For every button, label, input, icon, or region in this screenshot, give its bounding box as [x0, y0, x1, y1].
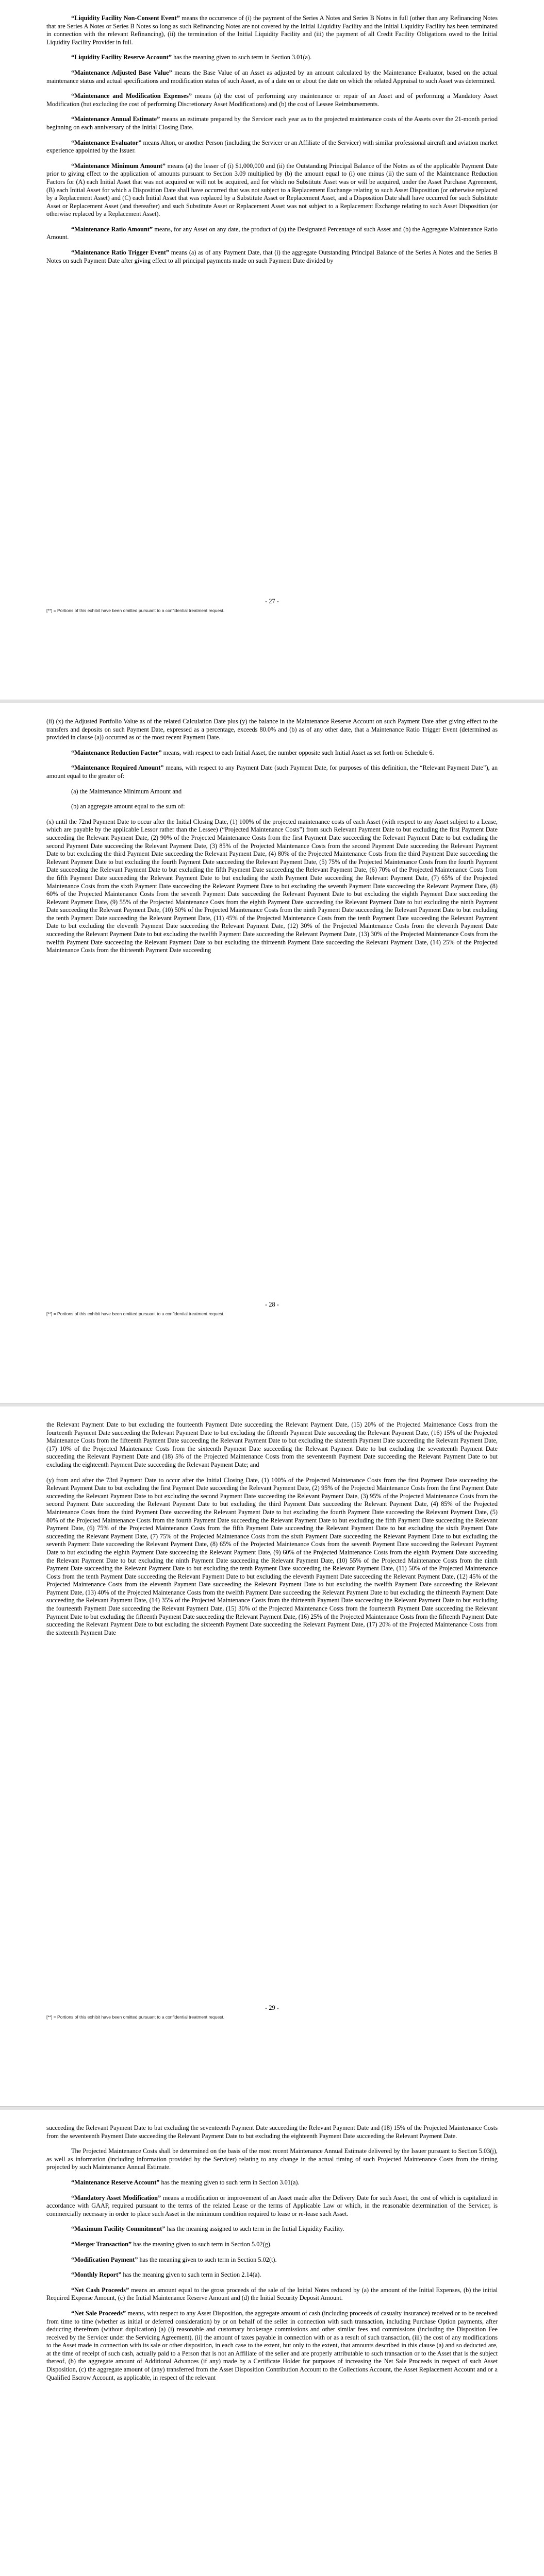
- page: [0, 0, 544, 703]
- definition-text: succeeding the Relevant Payment Date to but excluding the seventeenth Payment Date succeeding the Relevant Payment Date and (18) 15% of the Projected Maintenance Costs from the seventeenth Payment Date succeeding the Relevant Payment Date to but excluding the eighteenth Payment Date succeeding the Relevant Payment Date.: [46, 2124, 498, 2140]
- definition-paragraph: [46, 139, 498, 155]
- defined-term: “Maintenance Required Amount”: [71, 764, 164, 772]
- defined-term: “Maintenance Reduction Factor”: [71, 749, 162, 756]
- defined-term: “Liquidity Facility Reserve Account”: [71, 54, 172, 61]
- body-paragraph: [46, 718, 498, 742]
- body-paragraph: [46, 2124, 498, 2140]
- defined-term: “Maintenance Ratio Trigger Event”: [71, 249, 170, 257]
- defined-term: “Maintenance Minimum Amount”: [71, 162, 166, 170]
- body-paragraph: [46, 2147, 498, 2172]
- definition-text: has the meaning given to such term in Section 5.02(g).: [131, 2240, 272, 2248]
- page-separator: [0, 2106, 544, 2110]
- definition-text: (x) until the 72nd Payment Date to occur after the Initial Closing Date, (1) 100% of the projected maintenance costs of each Asset (with respect to any Asset subject to a Lease, which are payable by the applicable Lessor rather than the Lessee) (“Projected Maintenance Costs”) from such Relevant Payment Date to but excluding the first Payment Date succeeding the Relevant Payment Date, (2) 90% of the Projected Maintenance Costs from the first Payment Date succeeding the Relevant Payment Date to but excluding the second Payment Date succeeding the Relevant Payment Date, (3) 85% of the Projected Maintenance Costs from the second Payment Date succeeding the Relevant Payment Date to but excluding the third Payment Date succeeding the Relevant Payment Date, (4) 80% of the Projected Maintenance Costs from the third Payment Date succeeding the Relevant Payment Date to but excluding the fourth Payment Date succeeding the Relevant Payment Date, (5) 75% of the Projected Maintenance Costs from the fourth Payment Date succeeding the Relevant Payment Date to but excluding the fifth Payment Date succeeding the Relevant Payment Date, (6) 70% of the Projected Maintenance Costs from the fifth Payment Date succeeding the Relevant Payment Date to but excluding the sixth Payment Date succeeding the Relevant Payment Date, (7) 65% of the Projected Maintenance Costs from the sixth Payment Date succeeding the Relevant Payment Date to but excluding the seventh Payment Date succeeding the Relevant Payment Date, (8) 60% of the Projected Maintenance Costs from the seventh Payment Date succeeding the Relevant Payment Date to but excluding the eighth Payment Date succeeding the Relevant Payment Date, (9) 55% of the Projected Maintenance Costs from the eighth Payment Date succeeding the Relevant Payment Date to but excluding the ninth Payment Date succeeding the Relevant Payment Date, (10) 50% of the Projected Maintenance Costs from the ninth Payment Date succeeding the Relevant Payment Date to but excluding the tenth Payment Date succeeding the Relevant Payment Date, (11) 45% of the Projected Maintenance Costs from the tenth Payment Date succeeding the Relevant Payment Date to but excluding the eleventh Payment Date succeeding the Relevant Payment Date, (12) 30% of the Projected Maintenance Costs from the eleventh Payment Date succeeding the Relevant Payment Date to but excluding the twelfth Payment Date succeeding the Relevant Payment Date, (13) 30% of the Projected Maintenance Costs from the twelfth Payment Date succeeding the Relevant Payment Date to but excluding the thirteenth Payment Date succeeding the Relevant Payment Date, (14) 25% of the Projected Maintenance Costs from the thirteenth Payment Date succeeding: [46, 818, 498, 954]
- page: [0, 1406, 544, 2110]
- defined-term: “Liquidity Facility Non-Consent Event”: [71, 14, 180, 22]
- definition-text: means Alton, or another Person (including the Servicer or an Affiliate of the Servicer) with similar professional aircraft and aviation market experience appointed by the Issuer.: [46, 139, 498, 155]
- definition-text: means, with respect to any Asset Disposition, the aggregate amount of cash (including proceeds of casualty insurance) received or to be received from time to time (whether as initial or deferred consideration) by or on behalf of the seller in connection with such transaction, including Purchase Option payments, after deducting therefrom (without duplication) (a) (i) reasonable and customary brokerage commissions and other similar fees and commissions (including the Disposition Fee received by the Servicer under the Servicing Agreement), (ii) the amount of taxes payable in connection with or as a result of such transaction, (iii) the cost of any modifications to the Asset made in connection with its sale or other disposition, in each case to the extent, but only to the extent, that amounts described in this clause (a) and so deducted are, at the time of receipt of such cash, actually paid to a Person that is not an Affiliate of the seller and are properly attributable to such transaction or to the Asset that is the subject thereof, (b) the aggregate amount of Additional Advances (if any) made by a Certificate Holder for purposes of increasing the Net Sale Proceeds in respect of such Asset Disposition, (c) the aggregate amount of (any) transferred from the Asset Disposition Contribution Account to the Collections Account, the Asset Replacement Account and or a Qualified Escrow Account, as applicable, in respect of the relevant: [46, 2309, 498, 2381]
- page-separator: [0, 700, 544, 703]
- definition-text: has the meaning given to such term in Section 3.01(a).: [159, 2178, 300, 2186]
- definition-text: (ii) (x) the Adjusted Portfolio Value as of the related Calculation Date plus (y) the balance in the Maintenance Reserve Account on such Payment Date after giving effect to the transfers and deposits on such Payment Date, expressed as a percentage, exceeds 80.0% and (b) as of any other date, that a Maintenance Ratio Trigger Event (determined as provided in clause (a)) occurred as of the most recent Payment Date.: [46, 718, 498, 741]
- body-paragraph: [46, 788, 498, 796]
- definition-paragraph: [46, 2256, 498, 2264]
- defined-term: “Modification Payment”: [71, 2256, 138, 2263]
- page-separator: [0, 1403, 544, 1406]
- definition-paragraph: [46, 764, 498, 780]
- page-number: - 27 -: [265, 598, 279, 605]
- confidential-footnote: [**] = Portions of this exhibit have been omitted pursuant to a confidential treatment request.: [46, 2014, 225, 2020]
- definition-paragraph: [46, 115, 498, 131]
- definition-text: means (a) the cost of performing any maintenance or repair of an Asset and of performing a Mandatory Asset Modification (but excluding the cost of performing Discretionary Asset Modifications) and (b) the cost of Lessee Reimbursements.: [46, 92, 498, 108]
- body-paragraph: [46, 818, 498, 955]
- definition-text: has the meaning given to such term in Section 2.14(a).: [121, 2271, 261, 2279]
- definition-text: means (a) as of any Payment Date, that (i) the aggregate Outstanding Principal Balance of the Series A Notes and the Series B Notes on such Payment Date after giving effect to all principal payments made on such Payment Date divided by: [46, 249, 498, 264]
- definition-paragraph: [46, 162, 498, 218]
- definition-paragraph: [46, 69, 498, 85]
- body-paragraph: [46, 1421, 498, 1469]
- definition-paragraph: [46, 2225, 498, 2233]
- definition-paragraph: [46, 2194, 498, 2218]
- definition-text: means the occurrence of (i) the payment of the Series A Notes and Series B Notes in full (other than any Refinancing Notes that are Series A Notes or Series B Notes so long as such Refinancing Notes are not covered by the Initial Liquidity Facility and the Initial Liquidity Facility has been terminated in connection with the relevant Refinancing), (ii) the termination of the Initial Liquidity Facility and (iii) the payment of all Credit Facility Obligations owed to the Initial Liquidity Facility Provider in full.: [46, 14, 498, 46]
- definition-paragraph: [46, 226, 498, 242]
- defined-term: “Net Sale Proceeds”: [71, 2309, 126, 2317]
- defined-term: “Maintenance Ratio Amount”: [71, 225, 153, 233]
- definition-text: means a modification or improvement of an Asset made after the Delivery Date for such Asset, the cost of which is capitalized in accordance with GAAP, required pursuant to the terms of the related Lease or the terms of Applicable Law or which, in the reasonable determination of the Servicer, is commercially necessary in order to place such Asset in the minimum condition required to lease or re-lease such Asset.: [46, 2194, 498, 2217]
- definition-paragraph: [46, 2179, 498, 2187]
- definition-text: means an amount equal to the gross proceeds of the sale of the Initial Notes reduced by (a) the amount of the Initial Expenses, (b) the initial Required Expense Amount, (c) the Initial Maintenance Reserve Amount and (d) the Initial Security Deposit Amount.: [46, 2286, 498, 2302]
- defined-term: “Monthly Report”: [71, 2271, 122, 2279]
- definition-paragraph: [46, 2286, 498, 2302]
- definition-paragraph: [46, 92, 498, 108]
- definition-text: means the Base Value of an Asset as adjusted by an amount calculated by the Maintenance Evaluator, based on the actual maintenance status and actual specifications and modification status of such Asset, as of a date on or about the date on which the related Appraisal to such Asset was determined.: [46, 69, 498, 84]
- defined-term: “Maintenance Reserve Account”: [71, 2178, 160, 2186]
- defined-term: “Net Cash Proceeds”: [71, 2286, 129, 2294]
- definition-text: the Relevant Payment Date to but excluding the fourteenth Payment Date succeeding the Relevant Payment Date, (15) 20% of the Projected Maintenance Costs from the fourteenth Payment Date succeeding the Relevant Payment Date to but excluding the fifteenth Payment Date succeeding the Relevant Payment Date, (16) 15% of the Projected Maintenance Costs from the fifteenth Payment Date succeeding the Relevant Payment Date to but excluding the sixteenth Payment Date succeeding the Relevant Payment Date, (17) 10% of the Projected Maintenance Costs from the sixteenth Payment Date succeeding the Relevant Payment Date to but excluding the seventeenth Payment Date succeeding the Relevant Payment Date and (18) 5% of the Projected Maintenance Costs from the seventeenth Payment Date succeeding the Relevant Payment Date to but excluding the eighteenth Payment Date succeeding the Relevant Payment Date; and: [46, 1421, 498, 1468]
- definition-paragraph: [46, 2310, 498, 2382]
- definition-text: means (a) the lesser of (i) $1,000,000 and (ii) the Outstanding Principal Balance of the Notes as of the applicable Payment Date prior to giving effect to the application of amounts pursuant to Section 3.09 multiplied by (b) the amount equal to (i) one minus (ii) the sum of the Maintenance Reduction Factors for (A) each Initial Asset that was not acquired or will not be acquired, and for which no Substitute Asset was or will be acquired, under the Asset Purchase Agreement, (B) each Initial Asset for which a Disposition Date shall have occurred that was not subject to a Replacement Exchange relating to such Asset Disposition (or otherwise replaced by a Replacement Asset) and (C) each Initial Asset that was replaced by a Substitute Asset or Replacement Asset, and a Disposition Date shall have occurred for such Substitute Asset or Replacement Asset (and thereafter) and such Substitute Asset or Replacement Asset was not subject to a Replacement Exchange relating to such Asset Disposition (or otherwise replaced by a Replacement Asset).: [46, 162, 498, 218]
- confidential-footnote: [**] = Portions of this exhibit have been omitted pursuant to a confidential treatment request.: [46, 608, 225, 613]
- definition-paragraph: [46, 2271, 498, 2279]
- body-paragraph: [46, 803, 498, 811]
- page: [0, 2110, 544, 2576]
- definition-paragraph: [46, 2241, 498, 2249]
- defined-term: “Mandatory Asset Modification”: [71, 2194, 161, 2201]
- definition-paragraph: [46, 14, 498, 46]
- definition-text: (y) from and after the 73rd Payment Date to occur after the Initial Closing Date, (1) 100% of the Projected Maintenance Costs from the first Payment Date succeeding the Relevant Payment Date to but excluding the first Payment Date succeeding the Relevant Payment Date, (2) 95% of the Projected Maintenance Costs from the first Payment Date succeeding the Relevant Payment Date to but excluding the second Payment Date succeeding the Relevant Payment Date, (3) 95% of the Projected Maintenance Costs from the second Payment Date succeeding the Relevant Payment Date to but excluding the third Payment Date succeeding the Relevant Payment Date, (4) 85% of the Projected Maintenance Costs from the third Payment Date succeeding the Relevant Payment Date to but excluding the fourth Payment Date succeeding the Relevant Payment Date, (5) 80% of the Projected Maintenance Costs from the fourth Payment Date succeeding the Relevant Payment Date to but excluding the fifth Payment Date succeeding the Relevant Payment Date, (6) 75% of the Projected Maintenance Costs from the fifth Payment Date succeeding the Relevant Payment Date to but excluding the sixth Payment Date succeeding the Relevant Payment Date, (7) 75% of the Projected Maintenance Costs from the sixth Payment Date succeeding the Relevant Payment Date to but excluding the seventh Payment Date succeeding the Relevant Payment Date, (8) 65% of the Projected Maintenance Costs from the seventh Payment Date succeeding the Relevant Payment Date to but excluding the eighth Payment Date succeeding the Relevant Payment Date, (9) 60% of the Projected Maintenance Costs from the eighth Payment Date succeeding the Relevant Payment Date to but excluding the ninth Payment Date succeeding the Relevant Payment Date, (10) 55% of the Projected Maintenance Costs from the ninth Payment Date succeeding the Relevant Payment Date to but excluding the tenth Payment Date succeeding the Relevant Payment Date, (11) 50% of the Projected Maintenance Costs from the tenth Payment Date succeeding the Relevant Payment Date to but excluding the eleventh Payment Date succeeding the Relevant Payment Date, (12) 45% of the Projected Maintenance Costs from the eleventh Payment Date succeeding the Relevant Payment Date to but excluding the twelfth Payment Date succeeding the Relevant Payment Date, (13) 40% of the Projected Maintenance Costs from the twelfth Payment Date succeeding the Relevant Payment Date to but excluding the thirteenth Payment Date succeeding the Relevant Payment Date, (14) 35% of the Projected Maintenance Costs from the thirteenth Payment Date succeeding the Relevant Payment Date to but excluding the fourteenth Payment Date succeeding the Relevant Payment Date, (15) 30% of the Projected Maintenance Costs from the fourteenth Payment Date succeeding the Relevant Payment Date to but excluding the fifteenth Payment Date succeeding the Relevant Payment Date, (16) 25% of the Projected Maintenance Costs from the fifteenth Payment Date succeeding the Relevant Payment Date to but excluding the sixteenth Payment Date succeeding the Relevant Payment Date, (17) 20% of the Projected Maintenance Costs from the sixteenth Payment Date: [46, 1476, 498, 1636]
- definition-text: The Projected Maintenance Costs shall be determined on the basis of the most recent Maintenance Annual Estimate delivered by the Issuer pursuant to Section 5.03(j), as well as information (including information provided by the Servicer) relating to any change in the actual timing of such Projected Maintenance Costs from the timing projected by such Maintenance Annual Estimate.: [46, 2147, 498, 2171]
- page: [0, 703, 544, 1406]
- definition-text: has the meaning assigned to such term in the Initial Liquidity Facility.: [165, 2225, 344, 2233]
- definition-text: means, for any Asset on any date, the product of (a) the Designated Percentage of such Asset and (b) the Aggregate Maintenance Ratio Amount.: [46, 225, 498, 241]
- body-paragraph: [46, 1477, 498, 1637]
- definition-paragraph: [46, 249, 498, 265]
- defined-term: “Merger Transaction”: [71, 2240, 132, 2248]
- definition-text: has the meaning given to such term in Section 3.01(a).: [172, 54, 312, 61]
- defined-term: “Maintenance Annual Estimate”: [71, 115, 160, 123]
- page-number: - 28 -: [265, 1301, 279, 1308]
- defined-term: “Maintenance and Modification Expenses”: [71, 92, 192, 100]
- definition-text: means, with respect to any Payment Date (such Payment Date, for purposes of this definition, the “Relevant Payment Date”), an amount equal to the greater of:: [46, 764, 498, 779]
- defined-term: “Maintenance Evaluator”: [71, 139, 142, 146]
- definition-paragraph: [46, 749, 498, 757]
- page-number: - 29 -: [265, 2004, 279, 2011]
- definition-text: means an estimate prepared by the Servicer each year as to the projected maintenance costs of the Assets over the 21-month period beginning on each anniversary of the Initial Closing Date.: [46, 115, 498, 131]
- definition-paragraph: [46, 54, 498, 62]
- definition-text: (a) the Maintenance Minimum Amount and: [71, 787, 182, 795]
- defined-term: “Maximum Facility Commitment”: [71, 2225, 166, 2233]
- definition-text: (b) an aggregate amount equal to the sum of:: [71, 803, 185, 810]
- definition-text: has the meaning given to such term in Section 5.02(t).: [138, 2256, 277, 2263]
- defined-term: “Maintenance Adjusted Base Value”: [71, 69, 172, 76]
- definition-text: means, with respect to each Initial Asset, the number opposite such Initial Asset as set forth on Schedule 6.: [161, 749, 434, 756]
- confidential-footnote: [**] = Portions of this exhibit have been omitted pursuant to a confidential treatment request.: [46, 1311, 225, 1316]
